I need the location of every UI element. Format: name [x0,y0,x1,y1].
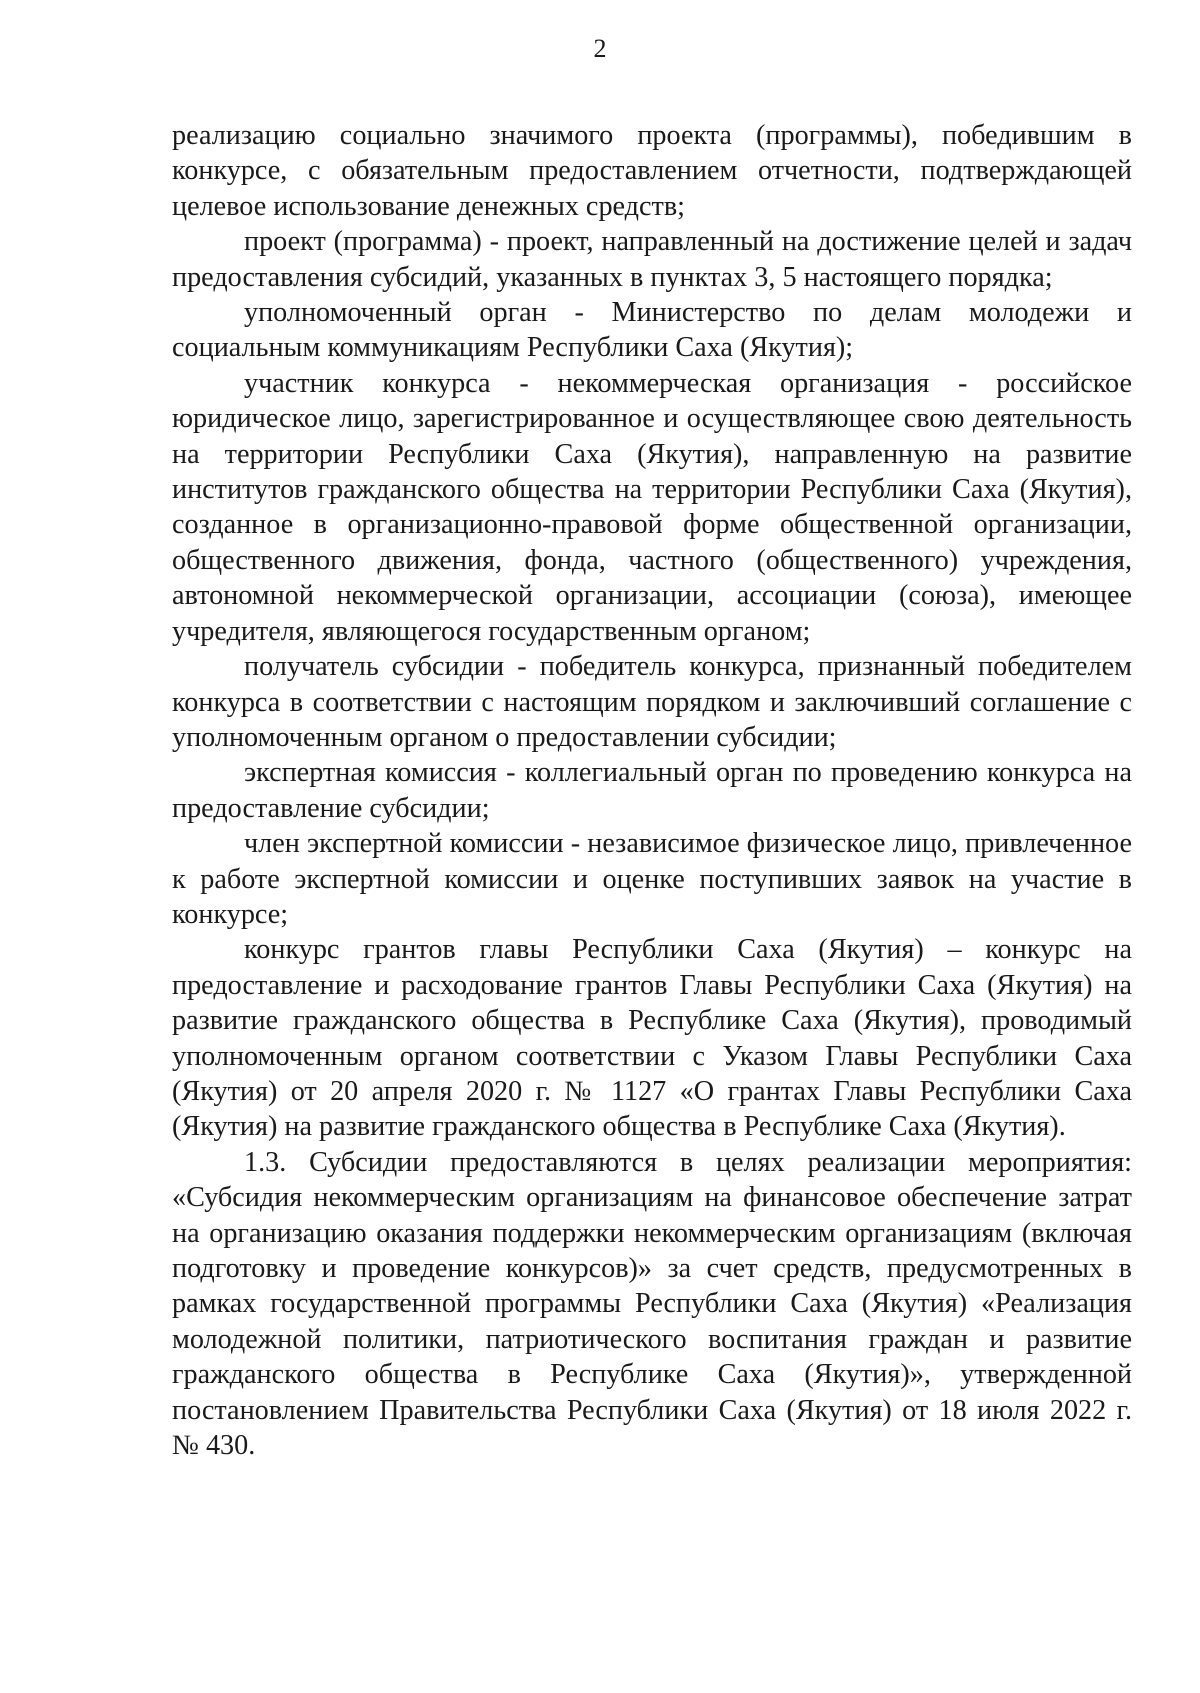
paragraph-section-1-3: 1.3. Субсидии предоставляются в целях реализации мероприятия: «Субсидия некоммерческим организациям на финансовое обеспечение затрат на организацию оказания поддержки некоммерческим организациям (включая подготовку и проведение конкурсов)» за счет средств, предусмотренных в рамках государственной программы Республики Саха (Якутия) «Реализация молодежной политики, патриотического воспитания граждан и развитие гражданского общества в Республике Саха (Якутия)», утвержденной постановлением Правительства Республики Саха (Якутия) от 18 июля 2022 г. № 430. [172,1146,1132,1462]
paragraph-expert-commission: экспертная комиссия - коллегиальный орган по проведению конкурса на предоставление субсидии; [172,757,1132,824]
paragraph-project-program: проект (программа) - проект, направленный на достижение целей и задач предоставления субсидий, указанных в пунктах 3, 5 настоящего порядка; [172,226,1132,293]
page-number: 2 [593,34,607,63]
paragraph-project-definition-continuation: реализацию социально значимого проекта (программы), победившим в конкурсе, с обязательным предоставлением отчетности, подтверждающей целевое использование денежных средств; [172,120,1132,222]
document-body [172,118,1132,1463]
paragraph-contest-participant: участник конкурса - некоммерческая организация - российское юридическое лицо, зарегистрированное и осуществляющее свою деятельность на территории Республики Саха (Якутия), направленную на развитие институтов гражданского общества на территории Республики Саха (Якутия), созданное в организационно-правовой форме общественной организации, общественного движения, фонда, частного (общественного) учреждения, автономной некоммерческой организации, ассоциации (союза), имеющее учредителя, являющегося государственным органом; [172,367,1132,647]
paragraph-commission-member: член экспертной комиссии - независимое физическое лицо, привлеченное к работе экспертной комиссии и оценке поступивших заявок на участие в конкурсе; [172,828,1132,930]
paragraph-grants-contest: конкурс грантов главы Республики Саха (Якутия) – конкурс на предоставление и расходование грантов Главы Республики Саха (Якутия) на развитие гражданского общества в Республике Саха (Якутия), проводимый уполномоченным органом соответствии с Указом Главы Республики Саха (Якутия) от 20 апреля 2020 г. № 1127 «О грантах Главы Республики Саха (Якутия) на развитие гражданского общества в Республике Саха (Якутия). [172,934,1132,1143]
paragraph-authorized-body: уполномоченный орган - Министерство по делам молодежи и социальным коммуникациям Республики Саха (Якутия); [172,297,1132,364]
paragraph-subsidy-recipient: получатель субсидии - победитель конкурса, признанный победителем конкурса в соответствии с настоящим порядком и заключивший соглашение с уполномоченным органом о предоставлении субсидии; [172,651,1132,753]
